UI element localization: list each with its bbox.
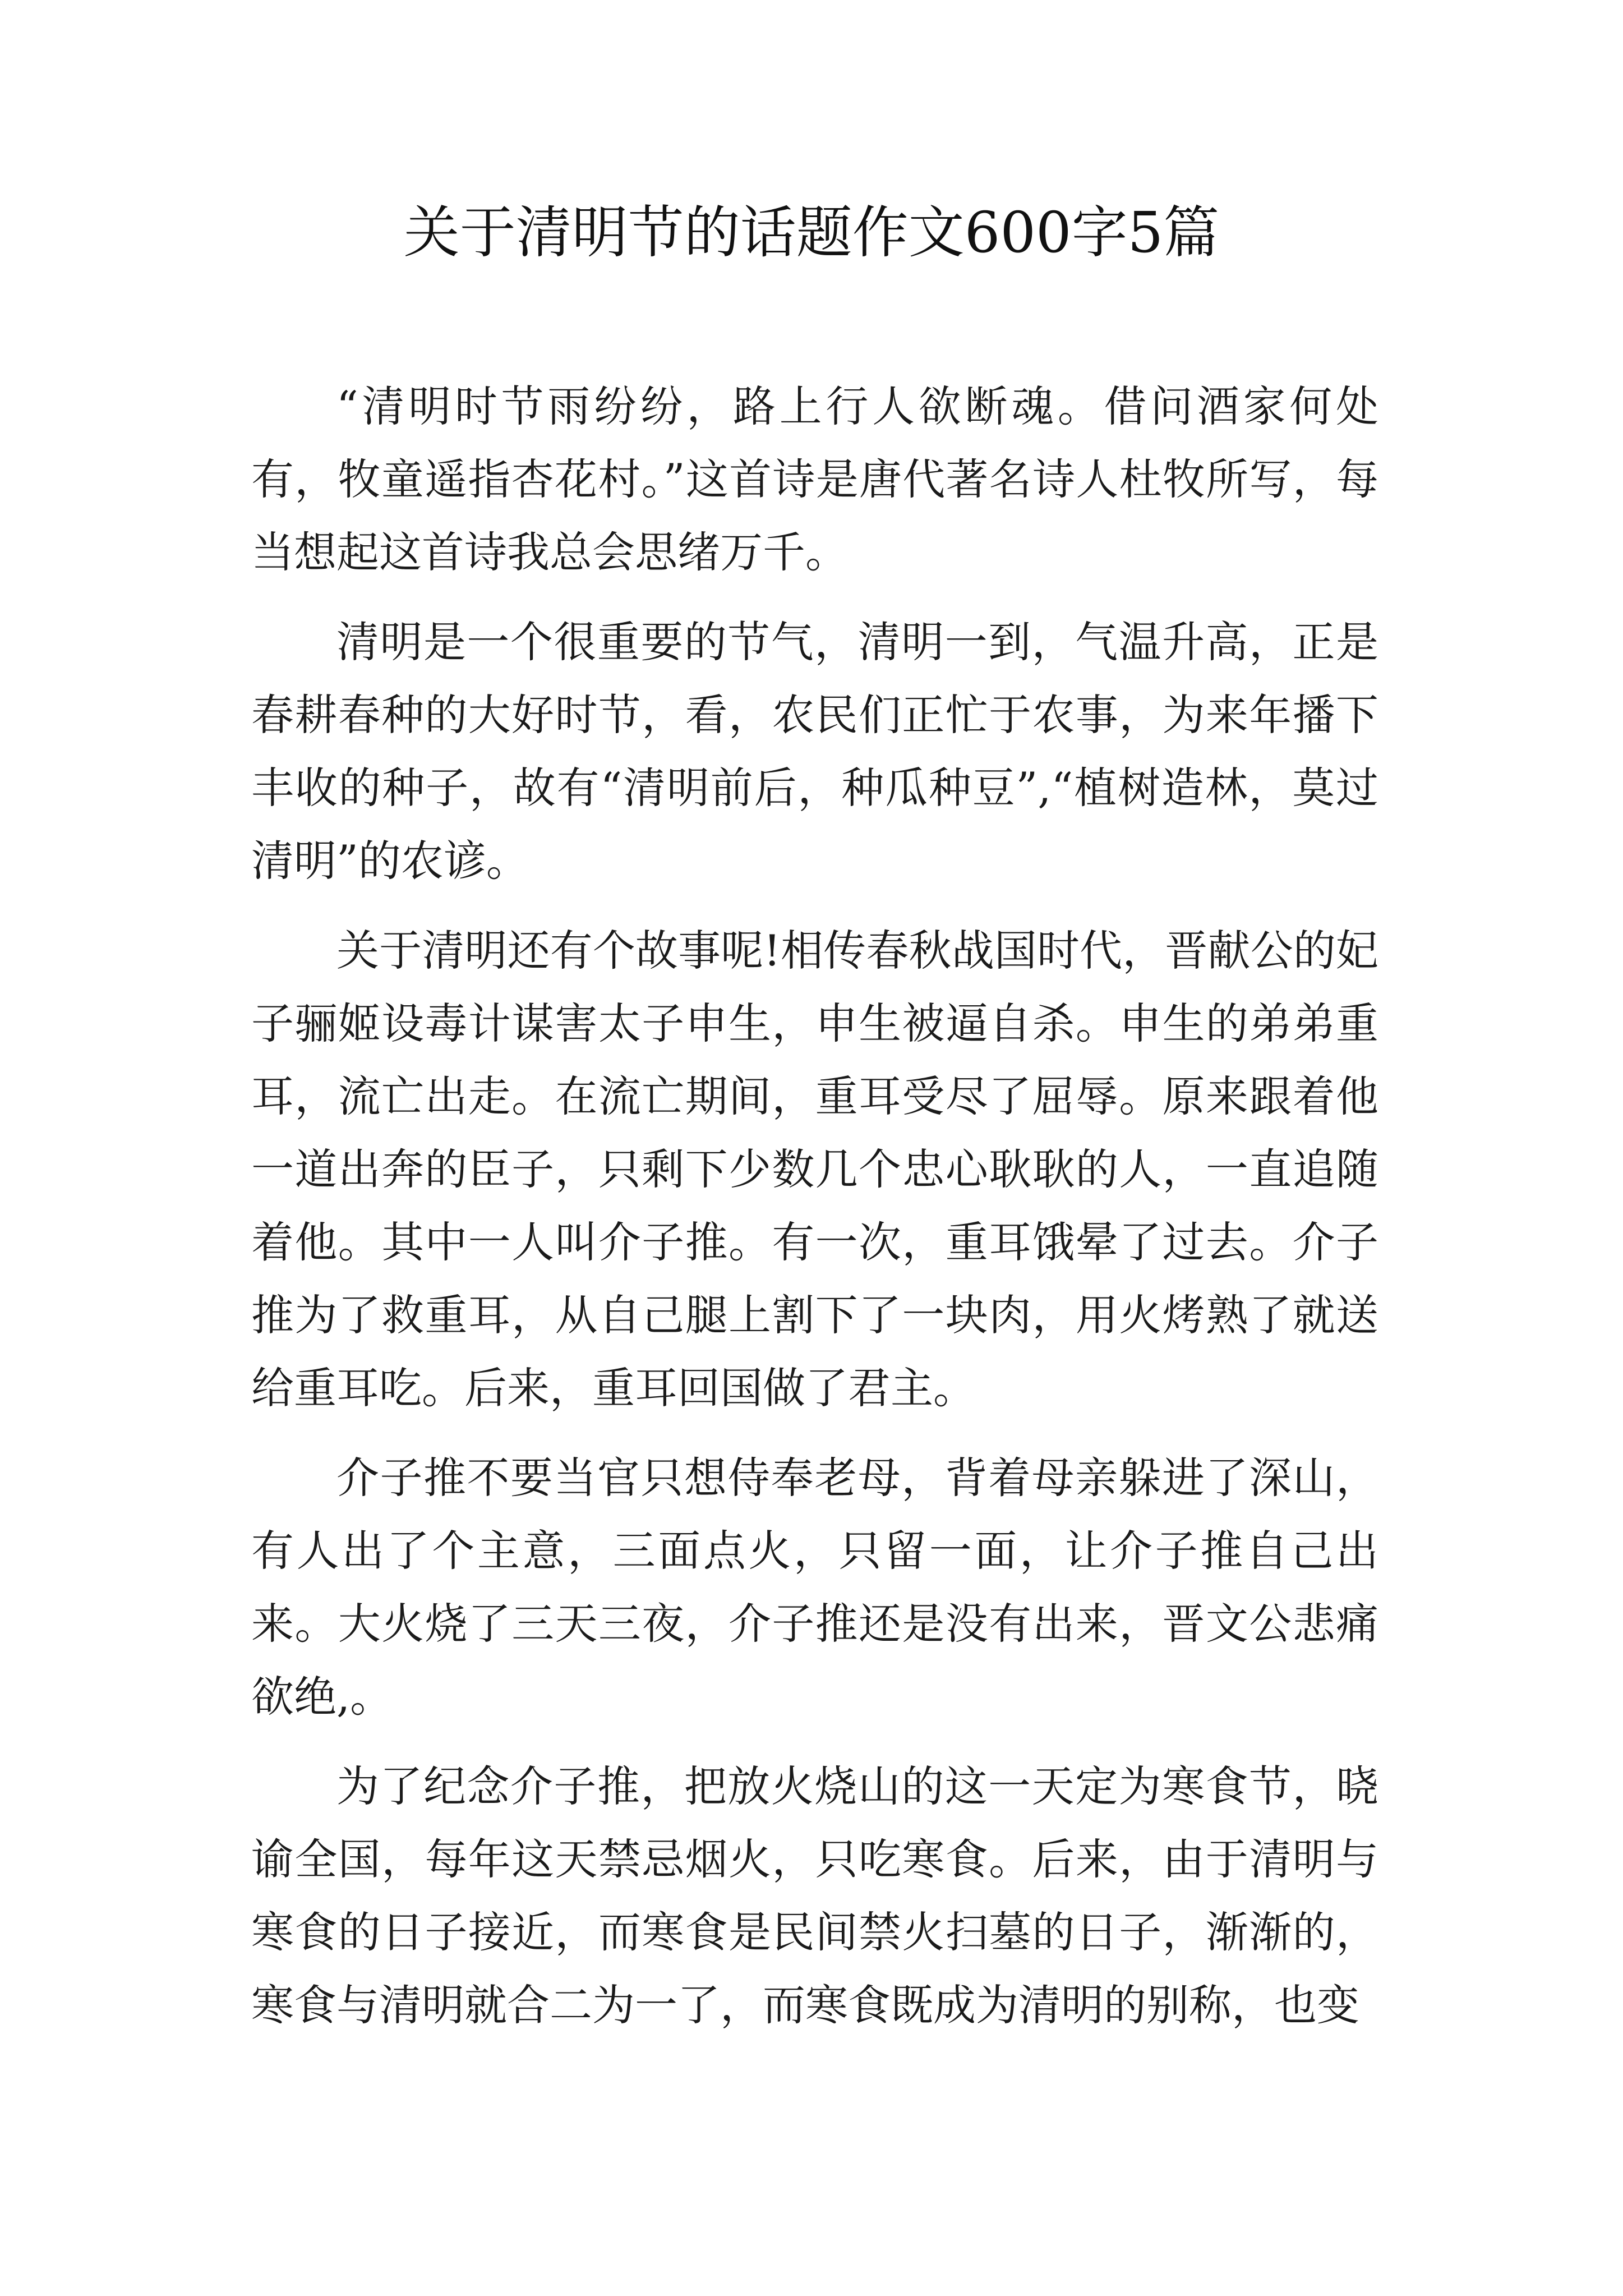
paragraph-5: 为了纪念介子推，把放火烧山的这一天定为寒食节，晓谕全国，每年这天禁忌烟火，只吃寒食。后来，由于清明与寒食的日子接近，而寒食是民间禁火扫墓的日子，渐渐的，寒食与清明就合二为一了，而寒食既成为清明的别称，也变 [251,1761,1378,2030]
paragraph-4: 介子推不要当官只想侍奉老母，背着母亲躲进了深山，有人出了个主意，三面点火，只留一面，让介子推自己出来。大火烧了三天三夜，介子推还是没有出来，晋文公悲痛欲绝,。 [251,1453,1378,1722]
document-body [251,370,1378,2059]
paragraph-3: 关于清明还有个故事呢!相传春秋战国时代，晋献公的妃子骊姬设毒计谋害太子申生，申生被逼自杀。申生的弟弟重耳，流亡出走。在流亡期间，重耳受尽了屈辱。原来跟着他一道出奔的臣子，只剩下少数几个忠心耿耿的人，一直追随着他。其中一人叫介子推。有一次，重耳饿晕了过去。介子推为了救重耳，从自己腿上割下了一块肉，用火烤熟了就送给重耳吃。后来，重耳回国做了君主。 [251,926,1378,1413]
paragraph-2: 清明是一个很重要的节气，清明一到，气温升高，正是春耕春种的大好时节，看，农民们正忙于农事，为来年播下丰收的种子，故有“清明前后，种瓜种豆”,“植树造林，莫过清明”的农谚。 [251,617,1378,886]
paragraph-1: “清明时节雨纷纷，路上行人欲断魂。借问酒家何处有，牧童遥指杏花村。”这首诗是唐代著名诗人杜牧所写，每当想起这首诗我总会思绪万千。 [251,381,1378,577]
document-title: 关于清明节的话题作文600字5篇 [403,200,1220,265]
